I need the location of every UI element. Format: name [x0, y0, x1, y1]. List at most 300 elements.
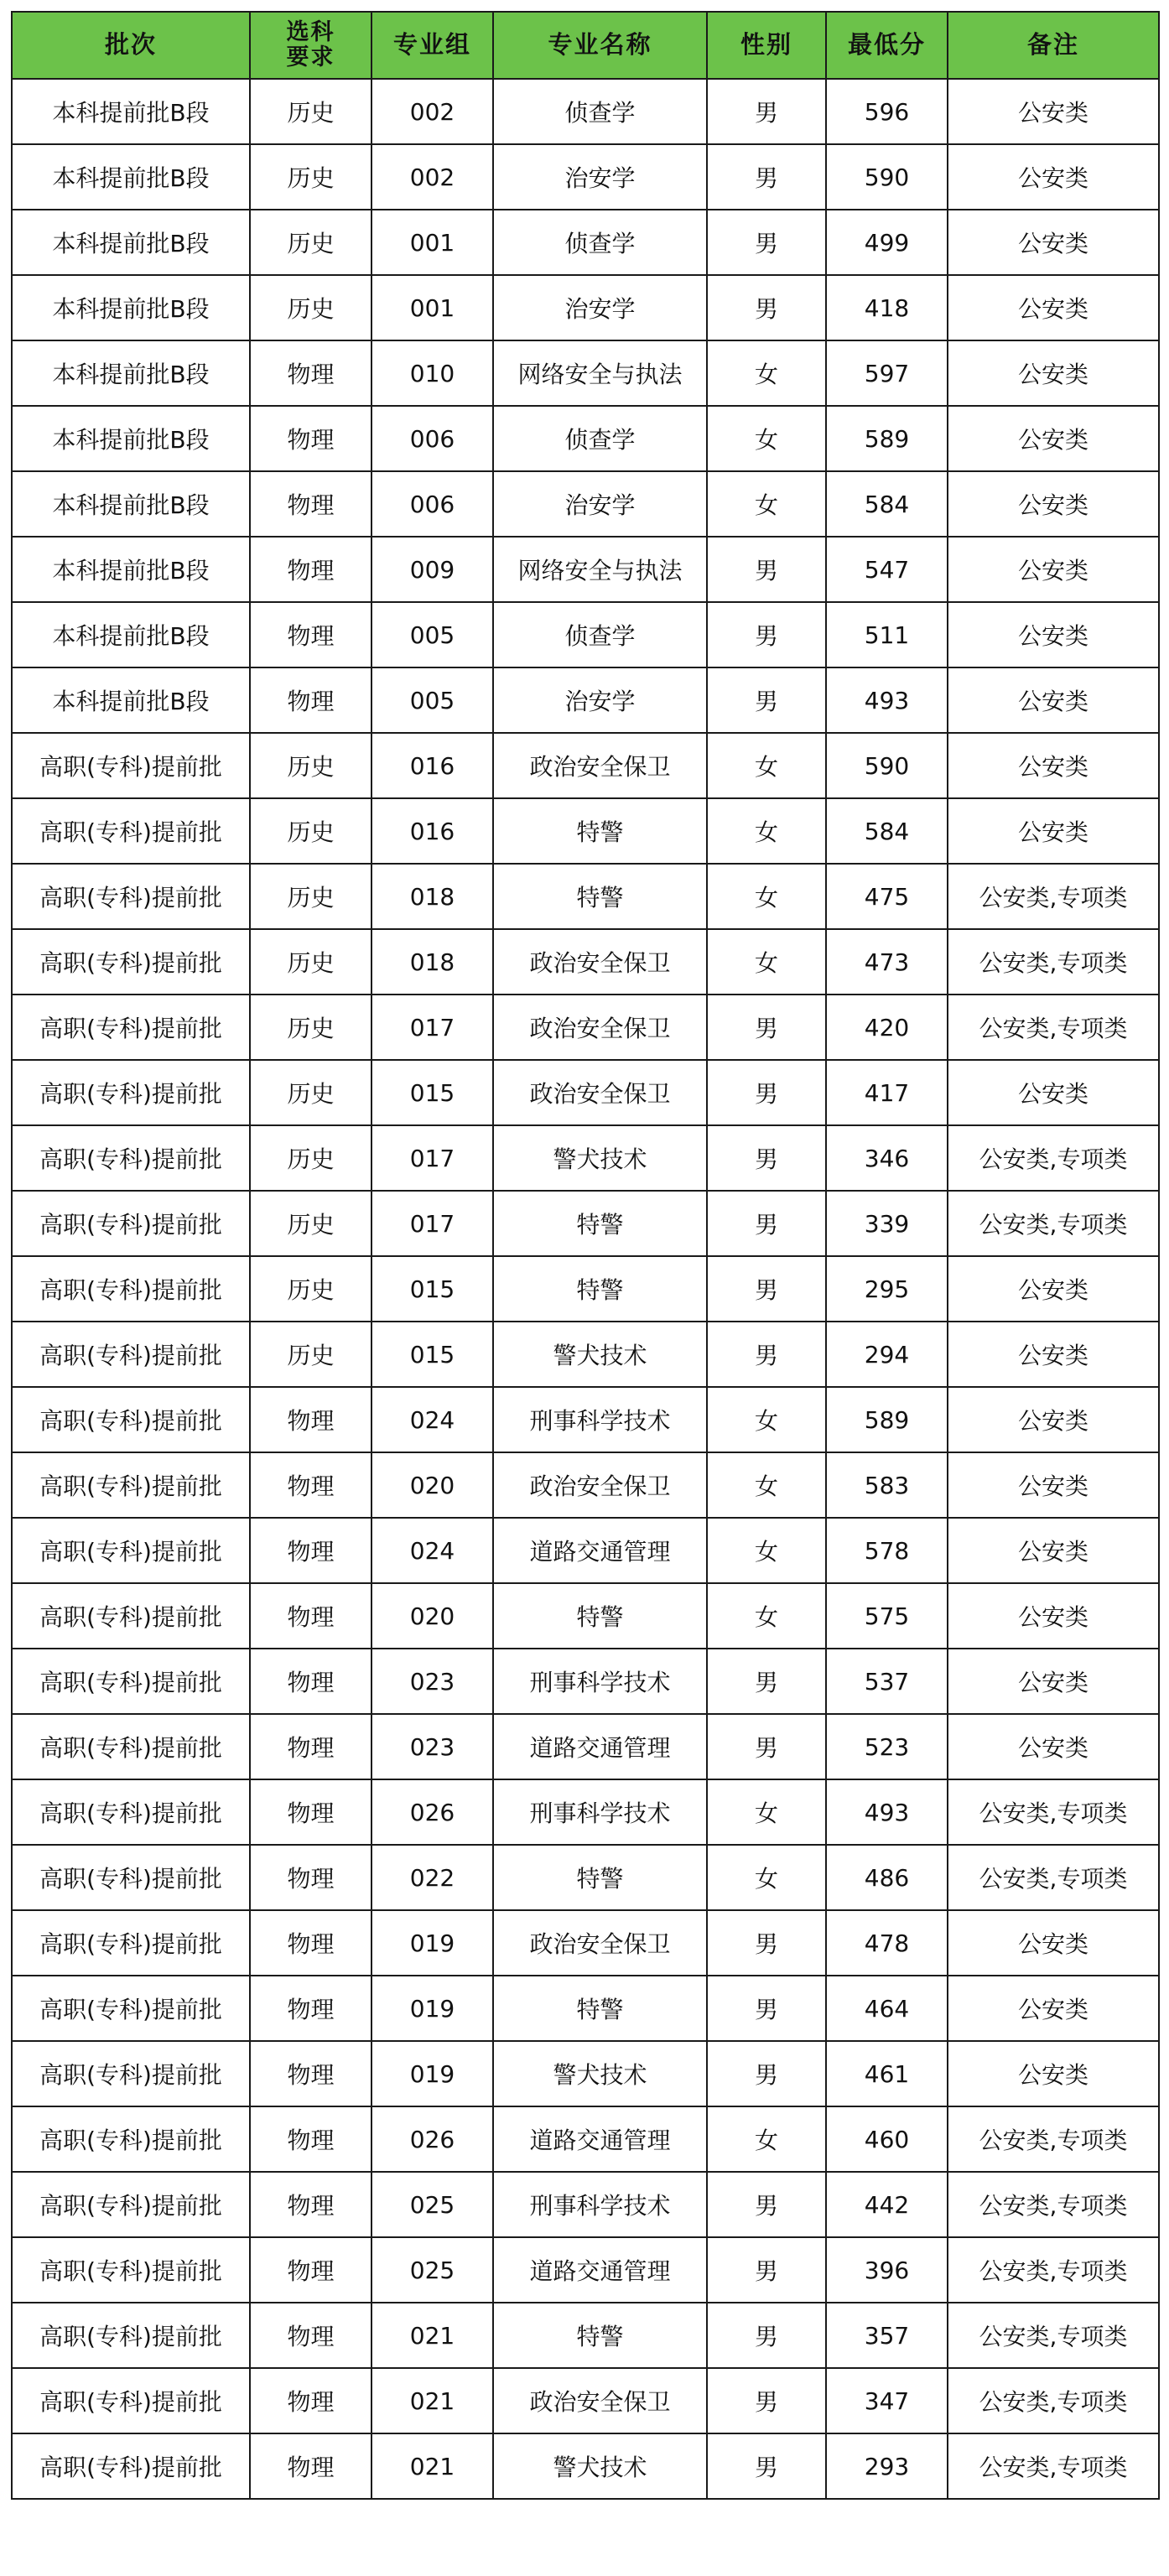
major-group-cell: 010 — [371, 340, 493, 406]
gender-cell: 男 — [707, 2303, 826, 2368]
table-row — [12, 864, 1159, 929]
remarks-cell: 公安类 — [948, 1910, 1159, 1976]
gender-cell: 女 — [707, 406, 826, 471]
gender-cell: 女 — [707, 1387, 826, 1452]
major-name-cell: 刑事科学技术 — [493, 1779, 707, 1845]
batch-cell: 高职(专科)提前批 — [12, 1845, 250, 1910]
remarks-cell: 公安类 — [948, 79, 1159, 144]
major-name-cell: 侦查学 — [493, 79, 707, 144]
batch-cell: 本科提前批B段 — [12, 144, 250, 210]
min-score-cell: 294 — [826, 1322, 948, 1387]
min-score-cell: 589 — [826, 406, 948, 471]
major-name-cell: 道路交通管理 — [493, 1518, 707, 1583]
remarks-cell: 公安类,专项类 — [948, 1779, 1159, 1845]
header-remarks: 备注 — [948, 12, 1159, 79]
batch-cell: 高职(专科)提前批 — [12, 2106, 250, 2172]
table-row — [12, 79, 1159, 144]
major-name-cell: 警犬技术 — [493, 2433, 707, 2499]
batch-cell: 本科提前批B段 — [12, 471, 250, 537]
min-score-cell: 442 — [826, 2172, 948, 2237]
table-row — [12, 471, 1159, 537]
remarks-cell: 公安类 — [948, 471, 1159, 537]
major-name-cell: 侦查学 — [493, 210, 707, 275]
table-row — [12, 1191, 1159, 1256]
gender-cell: 男 — [707, 602, 826, 667]
subject-cell: 物理 — [250, 667, 371, 733]
major-name-cell: 道路交通管理 — [493, 2106, 707, 2172]
table-row — [12, 2172, 1159, 2237]
subject-cell: 物理 — [250, 1649, 371, 1714]
gender-cell: 女 — [707, 1779, 826, 1845]
major-group-cell: 026 — [371, 1779, 493, 1845]
remarks-cell: 公安类 — [948, 210, 1159, 275]
table-row — [12, 1910, 1159, 1976]
min-score-cell: 583 — [826, 1452, 948, 1518]
remarks-cell: 公安类,专项类 — [948, 2433, 1159, 2499]
min-score-cell: 473 — [826, 929, 948, 995]
gender-cell: 男 — [707, 144, 826, 210]
gender-cell: 男 — [707, 1910, 826, 1976]
min-score-cell: 464 — [826, 1976, 948, 2041]
min-score-cell: 523 — [826, 1714, 948, 1779]
subject-cell: 物理 — [250, 2433, 371, 2499]
min-score-cell: 396 — [826, 2237, 948, 2303]
major-group-cell: 016 — [371, 733, 493, 798]
major-name-cell: 政治安全保卫 — [493, 2368, 707, 2433]
table-row — [12, 2106, 1159, 2172]
min-score-cell: 357 — [826, 2303, 948, 2368]
subject-cell: 物理 — [250, 1714, 371, 1779]
remarks-cell: 公安类,专项类 — [948, 2237, 1159, 2303]
major-group-cell: 018 — [371, 864, 493, 929]
major-group-cell: 017 — [371, 995, 493, 1060]
header-min-score: 最低分 — [826, 12, 948, 79]
major-group-cell: 001 — [371, 210, 493, 275]
batch-cell: 高职(专科)提前批 — [12, 1714, 250, 1779]
gender-cell: 男 — [707, 1322, 826, 1387]
min-score-cell: 511 — [826, 602, 948, 667]
subject-cell: 历史 — [250, 275, 371, 340]
min-score-cell: 578 — [826, 1518, 948, 1583]
batch-cell: 高职(专科)提前批 — [12, 1256, 250, 1322]
subject-cell: 物理 — [250, 406, 371, 471]
subject-cell: 物理 — [250, 2041, 371, 2106]
batch-cell: 高职(专科)提前批 — [12, 929, 250, 995]
remarks-cell: 公安类 — [948, 667, 1159, 733]
min-score-cell: 293 — [826, 2433, 948, 2499]
major-group-cell: 006 — [371, 406, 493, 471]
major-group-cell: 001 — [371, 275, 493, 340]
table-row — [12, 275, 1159, 340]
subject-cell: 历史 — [250, 210, 371, 275]
major-group-cell: 015 — [371, 1060, 493, 1125]
subject-cell: 历史 — [250, 864, 371, 929]
min-score-cell: 590 — [826, 733, 948, 798]
table-row — [12, 2237, 1159, 2303]
subject-cell: 物理 — [250, 2237, 371, 2303]
remarks-cell: 公安类 — [948, 275, 1159, 340]
table-row — [12, 2303, 1159, 2368]
major-name-cell: 刑事科学技术 — [493, 2172, 707, 2237]
gender-cell: 女 — [707, 798, 826, 864]
subject-cell: 物理 — [250, 1452, 371, 1518]
subject-cell: 历史 — [250, 929, 371, 995]
remarks-cell: 公安类 — [948, 2041, 1159, 2106]
major-group-cell: 018 — [371, 929, 493, 995]
major-group-cell: 002 — [371, 79, 493, 144]
gender-cell: 男 — [707, 2041, 826, 2106]
subject-cell: 物理 — [250, 471, 371, 537]
remarks-cell: 公安类 — [948, 733, 1159, 798]
major-name-cell: 政治安全保卫 — [493, 929, 707, 995]
batch-cell: 高职(专科)提前批 — [12, 1322, 250, 1387]
header-major-name: 专业名称 — [493, 12, 707, 79]
major-name-cell: 刑事科学技术 — [493, 1387, 707, 1452]
major-name-cell: 特警 — [493, 2303, 707, 2368]
batch-cell: 本科提前批B段 — [12, 210, 250, 275]
subject-cell: 物理 — [250, 537, 371, 602]
batch-cell: 高职(专科)提前批 — [12, 1060, 250, 1125]
remarks-cell: 公安类 — [948, 1583, 1159, 1649]
remarks-cell: 公安类 — [948, 1256, 1159, 1322]
batch-cell: 高职(专科)提前批 — [12, 2433, 250, 2499]
major-group-cell: 021 — [371, 2303, 493, 2368]
major-name-cell: 政治安全保卫 — [493, 733, 707, 798]
subject-cell: 物理 — [250, 2368, 371, 2433]
gender-cell: 男 — [707, 1191, 826, 1256]
min-score-cell: 590 — [826, 144, 948, 210]
batch-cell: 高职(专科)提前批 — [12, 1649, 250, 1714]
batch-cell: 高职(专科)提前批 — [12, 995, 250, 1060]
min-score-cell: 339 — [826, 1191, 948, 1256]
subject-cell: 历史 — [250, 1322, 371, 1387]
subject-cell: 物理 — [250, 1518, 371, 1583]
major-group-cell: 023 — [371, 1649, 493, 1714]
batch-cell: 本科提前批B段 — [12, 340, 250, 406]
batch-cell: 高职(专科)提前批 — [12, 1452, 250, 1518]
gender-cell: 男 — [707, 79, 826, 144]
remarks-cell: 公安类,专项类 — [948, 929, 1159, 995]
gender-cell: 男 — [707, 1649, 826, 1714]
batch-cell: 高职(专科)提前批 — [12, 1125, 250, 1191]
remarks-cell: 公安类 — [948, 1714, 1159, 1779]
gender-cell: 女 — [707, 929, 826, 995]
batch-cell: 高职(专科)提前批 — [12, 2303, 250, 2368]
major-name-cell: 政治安全保卫 — [493, 1910, 707, 1976]
major-name-cell: 警犬技术 — [493, 2041, 707, 2106]
batch-cell: 高职(专科)提前批 — [12, 1779, 250, 1845]
remarks-cell: 公安类 — [948, 1387, 1159, 1452]
table-row — [12, 1387, 1159, 1452]
major-name-cell: 治安学 — [493, 144, 707, 210]
admission-table-container — [11, 11, 1158, 2500]
major-name-cell: 道路交通管理 — [493, 1714, 707, 1779]
major-name-cell: 网络安全与执法 — [493, 537, 707, 602]
major-group-cell: 025 — [371, 2237, 493, 2303]
min-score-cell: 478 — [826, 1910, 948, 1976]
min-score-cell: 460 — [826, 2106, 948, 2172]
remarks-cell: 公安类 — [948, 340, 1159, 406]
table-row — [12, 667, 1159, 733]
subject-cell: 物理 — [250, 1910, 371, 1976]
gender-cell: 男 — [707, 275, 826, 340]
remarks-cell: 公安类,专项类 — [948, 1845, 1159, 1910]
batch-cell: 高职(专科)提前批 — [12, 2041, 250, 2106]
min-score-cell: 537 — [826, 1649, 948, 1714]
batch-cell: 高职(专科)提前批 — [12, 1518, 250, 1583]
major-group-cell: 017 — [371, 1125, 493, 1191]
gender-cell: 男 — [707, 210, 826, 275]
remarks-cell: 公安类,专项类 — [948, 2172, 1159, 2237]
subject-cell: 物理 — [250, 340, 371, 406]
gender-cell: 女 — [707, 864, 826, 929]
gender-cell: 男 — [707, 1060, 826, 1125]
min-score-cell: 346 — [826, 1125, 948, 1191]
min-score-cell: 493 — [826, 1779, 948, 1845]
batch-cell: 高职(专科)提前批 — [12, 1910, 250, 1976]
gender-cell: 男 — [707, 537, 826, 602]
subject-cell: 历史 — [250, 144, 371, 210]
major-group-cell: 022 — [371, 1845, 493, 1910]
min-score-cell: 597 — [826, 340, 948, 406]
table-row — [12, 1779, 1159, 1845]
subject-cell: 历史 — [250, 733, 371, 798]
major-group-cell: 024 — [371, 1387, 493, 1452]
batch-cell: 高职(专科)提前批 — [12, 733, 250, 798]
remarks-cell: 公安类,专项类 — [948, 2106, 1159, 2172]
min-score-cell: 499 — [826, 210, 948, 275]
subject-cell: 历史 — [250, 1191, 371, 1256]
major-group-cell: 017 — [371, 1191, 493, 1256]
table-row — [12, 2041, 1159, 2106]
remarks-cell: 公安类 — [948, 144, 1159, 210]
table-row — [12, 733, 1159, 798]
major-name-cell: 特警 — [493, 1191, 707, 1256]
major-name-cell: 政治安全保卫 — [493, 1060, 707, 1125]
min-score-cell: 584 — [826, 798, 948, 864]
major-name-cell: 警犬技术 — [493, 1125, 707, 1191]
batch-cell: 高职(专科)提前批 — [12, 864, 250, 929]
header-subject-requirement — [250, 12, 371, 79]
major-name-cell: 治安学 — [493, 667, 707, 733]
gender-cell: 男 — [707, 2433, 826, 2499]
batch-cell: 高职(专科)提前批 — [12, 1387, 250, 1452]
remarks-cell: 公安类,专项类 — [948, 1125, 1159, 1191]
subject-cell: 物理 — [250, 2303, 371, 2368]
table-row — [12, 602, 1159, 667]
major-group-cell: 019 — [371, 1910, 493, 1976]
major-name-cell: 特警 — [493, 864, 707, 929]
min-score-cell: 547 — [826, 537, 948, 602]
min-score-cell: 418 — [826, 275, 948, 340]
min-score-cell: 417 — [826, 1060, 948, 1125]
major-group-cell: 020 — [371, 1583, 493, 1649]
min-score-cell: 420 — [826, 995, 948, 1060]
subject-cell: 历史 — [250, 1060, 371, 1125]
gender-cell: 男 — [707, 1976, 826, 2041]
gender-cell: 男 — [707, 2172, 826, 2237]
major-name-cell: 特警 — [493, 798, 707, 864]
remarks-cell: 公安类,专项类 — [948, 864, 1159, 929]
table-row — [12, 210, 1159, 275]
table-row — [12, 1845, 1159, 1910]
gender-cell: 女 — [707, 1452, 826, 1518]
major-group-cell: 005 — [371, 602, 493, 667]
table-row — [12, 1714, 1159, 1779]
major-group-cell: 019 — [371, 2041, 493, 2106]
subject-cell: 历史 — [250, 79, 371, 144]
batch-cell: 高职(专科)提前批 — [12, 2237, 250, 2303]
major-group-cell: 015 — [371, 1256, 493, 1322]
table-row — [12, 144, 1159, 210]
subject-cell: 物理 — [250, 1779, 371, 1845]
major-group-cell: 015 — [371, 1322, 493, 1387]
gender-cell: 女 — [707, 471, 826, 537]
batch-cell: 高职(专科)提前批 — [12, 2368, 250, 2433]
gender-cell: 男 — [707, 995, 826, 1060]
remarks-cell: 公安类,专项类 — [948, 2303, 1159, 2368]
table-row — [12, 2433, 1159, 2499]
major-group-cell: 016 — [371, 798, 493, 864]
gender-cell: 女 — [707, 340, 826, 406]
subject-cell: 物理 — [250, 2106, 371, 2172]
table-row — [12, 995, 1159, 1060]
major-group-cell: 005 — [371, 667, 493, 733]
table-row — [12, 1125, 1159, 1191]
major-group-cell: 024 — [371, 1518, 493, 1583]
table-body — [12, 79, 1159, 2499]
min-score-cell: 461 — [826, 2041, 948, 2106]
min-score-cell: 575 — [826, 1583, 948, 1649]
gender-cell: 男 — [707, 2237, 826, 2303]
subject-cell: 历史 — [250, 1125, 371, 1191]
gender-cell: 男 — [707, 1714, 826, 1779]
min-score-cell: 493 — [826, 667, 948, 733]
min-score-cell: 486 — [826, 1845, 948, 1910]
header-subject-requirement-text: 选科 要求 — [286, 18, 335, 70]
min-score-cell: 475 — [826, 864, 948, 929]
gender-cell: 男 — [707, 2368, 826, 2433]
major-group-cell: 023 — [371, 1714, 493, 1779]
gender-cell: 女 — [707, 2106, 826, 2172]
major-name-cell: 特警 — [493, 1583, 707, 1649]
major-name-cell: 侦查学 — [493, 602, 707, 667]
gender-cell: 女 — [707, 1583, 826, 1649]
batch-cell: 高职(专科)提前批 — [12, 2172, 250, 2237]
remarks-cell: 公安类 — [948, 1060, 1159, 1125]
batch-cell: 本科提前批B段 — [12, 275, 250, 340]
batch-cell: 本科提前批B段 — [12, 667, 250, 733]
remarks-cell: 公安类 — [948, 406, 1159, 471]
table-row — [12, 1583, 1159, 1649]
remarks-cell: 公安类 — [948, 1649, 1159, 1714]
batch-cell: 本科提前批B段 — [12, 537, 250, 602]
subject-cell: 物理 — [250, 1387, 371, 1452]
min-score-cell: 584 — [826, 471, 948, 537]
table-row — [12, 798, 1159, 864]
subject-cell: 历史 — [250, 798, 371, 864]
subject-cell: 物理 — [250, 1845, 371, 1910]
remarks-cell: 公安类 — [948, 1322, 1159, 1387]
major-name-cell: 治安学 — [493, 275, 707, 340]
major-name-cell: 治安学 — [493, 471, 707, 537]
major-group-cell: 026 — [371, 2106, 493, 2172]
batch-cell: 高职(专科)提前批 — [12, 1191, 250, 1256]
table-row — [12, 929, 1159, 995]
batch-cell: 高职(专科)提前批 — [12, 798, 250, 864]
major-group-cell: 020 — [371, 1452, 493, 1518]
table-row — [12, 1976, 1159, 2041]
table-row — [12, 1649, 1159, 1714]
major-name-cell: 政治安全保卫 — [493, 1452, 707, 1518]
major-group-cell: 021 — [371, 2433, 493, 2499]
major-name-cell: 特警 — [493, 1256, 707, 1322]
table-header-row — [12, 12, 1159, 79]
major-group-cell: 006 — [371, 471, 493, 537]
batch-cell: 高职(专科)提前批 — [12, 1583, 250, 1649]
header-major-group: 专业组 — [371, 12, 493, 79]
major-group-cell: 009 — [371, 537, 493, 602]
table-row — [12, 537, 1159, 602]
min-score-cell: 589 — [826, 1387, 948, 1452]
batch-cell: 本科提前批B段 — [12, 79, 250, 144]
min-score-cell: 596 — [826, 79, 948, 144]
subject-cell: 物理 — [250, 1583, 371, 1649]
remarks-cell: 公安类,专项类 — [948, 1191, 1159, 1256]
batch-cell: 本科提前批B段 — [12, 406, 250, 471]
table-row — [12, 406, 1159, 471]
major-group-cell: 021 — [371, 2368, 493, 2433]
subject-cell: 物理 — [250, 1976, 371, 2041]
admission-score-table — [11, 11, 1160, 2500]
major-name-cell: 特警 — [493, 1845, 707, 1910]
gender-cell: 男 — [707, 1125, 826, 1191]
major-name-cell: 特警 — [493, 1976, 707, 2041]
remarks-cell: 公安类 — [948, 602, 1159, 667]
batch-cell: 高职(专科)提前批 — [12, 1976, 250, 2041]
major-group-cell: 019 — [371, 1976, 493, 2041]
remarks-cell: 公安类 — [948, 798, 1159, 864]
subject-cell: 历史 — [250, 995, 371, 1060]
major-group-cell: 002 — [371, 144, 493, 210]
gender-cell: 男 — [707, 667, 826, 733]
major-name-cell: 侦查学 — [493, 406, 707, 471]
header-gender: 性别 — [707, 12, 826, 79]
remarks-cell: 公安类 — [948, 537, 1159, 602]
major-name-cell: 政治安全保卫 — [493, 995, 707, 1060]
major-name-cell: 道路交通管理 — [493, 2237, 707, 2303]
gender-cell: 女 — [707, 1845, 826, 1910]
table-row — [12, 1518, 1159, 1583]
gender-cell: 男 — [707, 1256, 826, 1322]
table-row — [12, 1452, 1159, 1518]
table-row — [12, 340, 1159, 406]
min-score-cell: 347 — [826, 2368, 948, 2433]
remarks-cell: 公安类 — [948, 1452, 1159, 1518]
min-score-cell: 295 — [826, 1256, 948, 1322]
gender-cell: 女 — [707, 1518, 826, 1583]
batch-cell: 本科提前批B段 — [12, 602, 250, 667]
table-row — [12, 1322, 1159, 1387]
remarks-cell: 公安类 — [948, 1518, 1159, 1583]
subject-cell: 物理 — [250, 2172, 371, 2237]
table-row — [12, 2368, 1159, 2433]
table-row — [12, 1256, 1159, 1322]
major-name-cell: 网络安全与执法 — [493, 340, 707, 406]
remarks-cell: 公安类,专项类 — [948, 2368, 1159, 2433]
header-batch: 批次 — [12, 12, 250, 79]
gender-cell: 女 — [707, 733, 826, 798]
